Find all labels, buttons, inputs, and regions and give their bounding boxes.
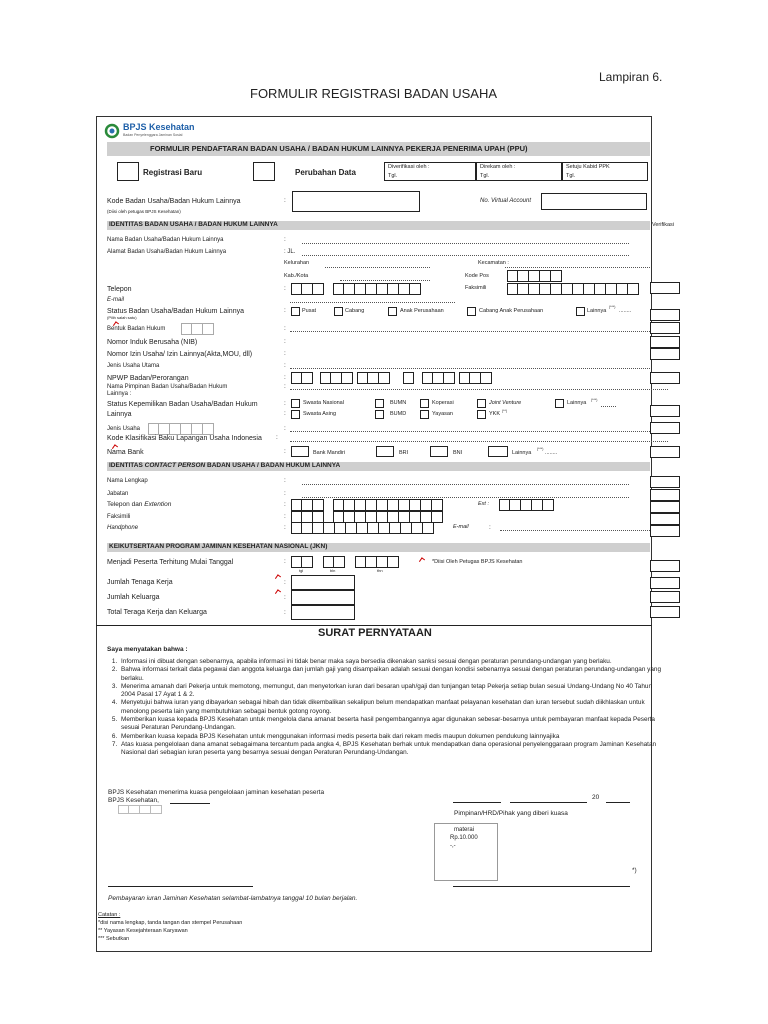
verifikasi-bentuk[interactable] <box>650 322 680 334</box>
own-joint-venture-checkbox[interactable] <box>477 399 486 408</box>
colon: : <box>276 434 278 441</box>
kabkota-input[interactable] <box>340 280 430 281</box>
kecamatan-input[interactable] <box>505 267 650 268</box>
npwp-cells-6[interactable] <box>459 372 492 384</box>
cp-jabatan-label: Jabatan <box>107 491 129 497</box>
bank-bri-label: BRI <box>399 450 409 456</box>
bentuk-label: Bentuk Badan Hukum <box>107 326 166 332</box>
bank-bni-label: BNI <box>453 450 463 456</box>
section-jkn <box>107 543 650 552</box>
verifikasi-cp-faksimili[interactable] <box>650 513 680 525</box>
colon: : <box>284 285 286 292</box>
colon: : <box>284 383 286 390</box>
footer-note: Pembayaran iuran Jaminan Kesehatan selambat-lambatnya tanggal 10 bulan berjalan. <box>108 895 358 902</box>
kode-badan-label: Kode Badan Usaha/Badan Hukum Lainnya <box>107 198 241 205</box>
verifikasi-bank[interactable] <box>650 446 680 458</box>
colon: : <box>284 609 286 616</box>
nama-badan-input[interactable] <box>302 243 629 244</box>
jkn-keluarga-label: Jumlah Keluarga <box>107 594 160 601</box>
pernyataan-intro: Saya menyatakan bahwa : <box>107 646 188 653</box>
jkn-bln-label: bln <box>330 568 336 573</box>
pimpinan-label: Nama Pimpinan Badan Usaha/Badan Hukum <box>107 384 228 390</box>
status-cabang-label: Cabang <box>345 308 365 314</box>
verifikasi-cp-telepon[interactable] <box>650 501 680 513</box>
telepon-area-cells[interactable] <box>291 283 324 295</box>
registrasi-baru-checkbox[interactable] <box>117 162 139 181</box>
own-ykk-mark: (**) <box>502 409 508 413</box>
kabkota-label: Kab./Kota <box>284 273 309 279</box>
colon: : <box>284 448 286 455</box>
verifikasi-jkn-total[interactable] <box>650 606 680 618</box>
status-cabang-anak-label: Cabang Anak Perusahaan <box>479 308 544 314</box>
own-lainnya-mark: (***) <box>591 398 598 402</box>
npwp-cells-3[interactable] <box>357 372 390 384</box>
colon: : <box>284 477 286 484</box>
registrasi-baru-label: Registrasi Baru <box>143 168 203 177</box>
own-bumn-label: BUMN <box>390 400 407 406</box>
verifikasi-cp-handphone[interactable] <box>650 525 680 537</box>
npwp-cells-4[interactable] <box>403 372 414 384</box>
verifikasi-kepemilikan[interactable] <box>650 405 680 417</box>
own-swasta-asing-checkbox[interactable] <box>291 410 300 419</box>
cp-faksimili-label: Faksimili <box>107 514 131 520</box>
bank-lainnya-dots: ........ <box>545 450 558 456</box>
colon: : <box>284 558 286 565</box>
own-lainnya-label: Lainnya <box>567 400 587 406</box>
cp-jabatan-input[interactable] <box>302 497 629 498</box>
jkn-tgl-label: tgl <box>299 568 304 573</box>
colon: : <box>284 410 286 417</box>
jkn-tgl-cells[interactable] <box>291 556 313 568</box>
jkn-tenaga-label: Jumlah Tenaga Kerja <box>107 579 173 586</box>
pimpinan-signature-line[interactable] <box>453 886 630 887</box>
pimpinan-lainnya-label: Lainnya : <box>107 391 132 397</box>
verifikasi-cp-nama[interactable] <box>650 476 680 488</box>
bank-lainnya-checkbox[interactable] <box>488 446 508 457</box>
kepemilikan-label: Status Kepemilikan Badan Usaha/Badan Hukum <box>107 401 258 408</box>
own-koperasi-label: Koperasi <box>432 400 454 406</box>
npwp-cells-1[interactable] <box>291 372 313 384</box>
own-lainnya-input[interactable] <box>601 406 616 407</box>
virtual-account-input[interactable] <box>541 193 647 210</box>
status-lainnya-dots: ........ <box>619 308 632 314</box>
colon: : <box>284 579 286 586</box>
jkn-thn-label: thn <box>377 568 383 573</box>
verifikasi-npwp[interactable] <box>650 372 680 384</box>
nama-badan-label: Nama Badan Usaha/Badan Hukum Lainnya <box>107 237 224 243</box>
lampiran-label: Lampiran 6. <box>599 70 663 84</box>
catatan-note-1: *disi nama lengkap, tanda tangan dan stempel Perusahaan <box>98 920 243 926</box>
status-lainnya-mark: (***) <box>609 305 616 309</box>
own-yayasan-checkbox[interactable] <box>420 410 429 419</box>
own-bumd-checkbox[interactable] <box>375 410 384 419</box>
status-label: Status Badan Usaha/Badan Hukum Lainnya <box>107 308 244 315</box>
own-bumn-checkbox[interactable] <box>375 399 384 408</box>
jenis-usaha-cells[interactable] <box>148 423 214 435</box>
own-swasta-nasional-checkbox[interactable] <box>291 399 300 408</box>
cp-email-input[interactable] <box>500 530 650 531</box>
jkn-tenaga-input[interactable] <box>291 575 355 590</box>
colon: : <box>284 236 286 243</box>
cp-telepon-ext-text: Extention <box>144 501 172 508</box>
diverifikasi-label: Diverifikasi oleh : <box>388 164 430 170</box>
cp-telepon-text: Telepon dan <box>107 501 143 508</box>
pernyataan-item: 5. Memberikan kuasa kepada BPJS Kesehatan untuk mengelola dana amanat beserta hasil pengembangannya agar digunakan sebesar-besarnya untuk pembayaran manfaat kepada Peserta sesuai Peraturan Perundang-Undangan. <box>119 716 664 733</box>
status-lainnya-checkbox[interactable] <box>576 307 585 316</box>
faksimili-label: Faksimili <box>465 285 487 291</box>
kuasa-signature-line[interactable] <box>170 803 210 804</box>
jkn-bln-cells[interactable] <box>323 556 345 568</box>
materai-label: materai <box>454 827 475 833</box>
colon: : <box>284 350 286 357</box>
kelurahan-label: Kelurahan <box>284 260 310 266</box>
pernyataan-item: 3. Menerima amanah dari Pekerja untuk memotong, memungut, dan menyetorkan iuran dari besaran upah/gaji dan tunjangan tetap Pekerja setiap bulan sesuai Undang-Undang No 40 Tahun 2004 Pasal 17 Ayat 1 & 2. <box>119 683 664 700</box>
status-pusat-checkbox[interactable] <box>291 307 300 316</box>
faksimili-cells[interactable] <box>507 283 639 295</box>
verifikasi-nib[interactable] <box>650 336 680 348</box>
own-lainnya-checkbox[interactable] <box>555 399 564 408</box>
pernyataan-item: 1. Informasi ini dibuat dengan sebenarnya, apabila informasi ini tidak benar maka saya bersedia dikenakan sanksi sesuai dengan peraturan perundang-undangan yang berlaku. <box>119 658 664 666</box>
bank-lainnya-label: Lainnya <box>512 450 532 456</box>
status-pusat-label: Pusat <box>302 308 317 314</box>
year-label: 20 <box>592 794 600 801</box>
signature-star: *) <box>632 867 637 874</box>
nib-label: Nomor Induk Berusaha (NIB) <box>107 339 198 346</box>
kbli-label: Kode Klasifikasi Baku Lapangan Usaha Indonesia <box>107 435 262 442</box>
logo-tagline: Badan Penyelenggara Jaminan Sosial <box>123 133 183 137</box>
own-joint-venture-label: Joint Venture <box>489 400 522 406</box>
colon: : <box>284 362 286 369</box>
jkn-keluarga-input[interactable] <box>291 590 355 605</box>
verifikasi-telepon[interactable] <box>650 282 680 294</box>
bank-label: Nama Bank <box>107 449 144 456</box>
form-banner-text: FORMULIR PENDAFTARAN BADAN USAHA / BADAN HUKUM LAINNYA PEKERJA PENERIMA UPAH (PPU) <box>150 144 528 153</box>
own-swasta-asing-label: Swasta Asing <box>303 411 337 417</box>
direkam-label: Direkam oleh : <box>480 164 516 170</box>
jkn-total-input[interactable] <box>291 605 355 620</box>
divider <box>96 625 652 626</box>
jenis-label: Jenis Usaha Utama <box>107 363 160 369</box>
own-bumd-label: BUMD <box>390 411 407 417</box>
logo-brand: BPJS Kesehatan <box>123 122 195 132</box>
colon: : <box>284 325 286 332</box>
status-cabang-checkbox[interactable] <box>334 307 343 316</box>
page-title: FORMULIR REGISTRASI BADAN USAHA <box>250 86 498 101</box>
catatan-label: Catatan : <box>98 912 121 918</box>
cp-ext-label: Ext : <box>478 501 490 507</box>
cp-handphone-label: Handphone <box>107 525 139 531</box>
perubahan-data-checkbox[interactable] <box>253 162 275 181</box>
pernyataan-item: 2. Bahwa informasi terkait data pegawai dan anggota keluarga dan jumlah gaji yang disampaikan adalah sesuai dengan kondisi sebenarnya sesuai dengan peraturan perundang-undangan yang berlaku. <box>119 666 664 683</box>
pernyataan-item: 4. Menyetujui bahwa iuran yang dibayarkan sebagai hibah dan tidak dikembalikan sekalipun belum mendapatkan manfaat pelayanan kesehatan dan iuran tersebut sudah diikhlaskan untuk menolong peserta lain yang membutuhkan sebagai bentuk gotong royong. <box>119 699 664 716</box>
cp-telepon-label <box>107 502 171 509</box>
colon: : <box>489 524 491 531</box>
virtual-account-label: No. Virtual Account <box>480 198 532 204</box>
date-line[interactable] <box>510 802 587 803</box>
materai-dash: -,- <box>450 843 456 849</box>
pimpinan-sign-label: Pimpinan/HRD/Pihak yang diberi kuasa <box>454 810 568 817</box>
colon: : <box>284 400 286 407</box>
telepon-number-cells[interactable] <box>333 283 421 295</box>
kode-badan-input[interactable] <box>292 191 420 212</box>
bpjs-signature-line[interactable] <box>108 886 253 887</box>
setuju-tgl: Tgl. <box>566 173 576 179</box>
colon: : <box>284 425 286 432</box>
own-swasta-nasional-label: Swasta Nasional <box>303 400 344 406</box>
pernyataan-item: 6. Memberikan kuasa kepada BPJS Kesehatan untuk menggunakan informasi medis peserta baik dari rekam medis maupun dokumen pendukung lainnyajika <box>119 733 664 741</box>
pimpinan-input[interactable] <box>290 389 668 390</box>
diverifikasi-tgl: Tgl. <box>388 173 398 179</box>
email-input[interactable] <box>290 302 455 303</box>
verifikasi-jkn-mulai[interactable] <box>650 560 680 572</box>
kodepos-cells[interactable] <box>507 270 562 282</box>
cp-telepon-area-cells[interactable] <box>291 499 324 511</box>
status-anak-checkbox[interactable] <box>388 307 397 316</box>
npwp-label: NPWP Badan/Perorangan <box>107 375 189 382</box>
section-contact-title <box>109 463 340 470</box>
colon: : <box>284 338 286 345</box>
colon: : <box>284 374 286 381</box>
form-banner <box>107 142 650 156</box>
section-contact-c: BADAN USAHA / BADAN HUKUM LAINNYA <box>205 462 341 469</box>
status-note: (Pilih salah satu) <box>107 315 137 320</box>
verifikasi-jkn-tenaga[interactable] <box>650 577 680 589</box>
section-contact <box>107 462 650 471</box>
telepon-label: Telepon <box>107 286 132 293</box>
bank-mandiri-label: Bank Mandiri <box>313 450 346 456</box>
bpjs-logo <box>103 121 203 141</box>
bank-bni-checkbox[interactable] <box>430 446 448 457</box>
status-anak-label: Anak Perusahaan <box>400 308 444 314</box>
colon: : <box>284 524 286 531</box>
bpjs-logo-icon <box>103 123 121 139</box>
perubahan-data-label: Perubahan Data <box>295 168 356 177</box>
jkn-note: *Diisi Oleh Petugas BPJS Kesehatan <box>432 559 523 565</box>
own-yayasan-label: Yayasan <box>432 411 453 417</box>
section-jkn-title: KEIKUTSERTAAN PROGRAM JAMINAN KESEHATAN NASIONAL (JKN) <box>109 543 328 550</box>
year-line[interactable] <box>606 802 630 803</box>
verifikasi-status[interactable] <box>650 309 680 321</box>
catatan-note-3: *** Sebutkan <box>98 936 130 942</box>
jenis-input[interactable] <box>290 368 650 369</box>
status-cabang-anak-checkbox[interactable] <box>467 307 476 316</box>
kecamatan-label: Kecamatan : <box>478 260 509 266</box>
bank-bri-checkbox[interactable] <box>376 446 394 457</box>
colon: : <box>284 197 286 204</box>
npwp-cells-2[interactable] <box>320 372 353 384</box>
section-identitas <box>107 221 650 230</box>
kbli-input[interactable] <box>290 441 668 442</box>
pernyataan-item: 7. Atas kuasa pengelolaan dana amanat sebagaimana tercantum pada angka 4, BPJS Kesehatan berhak untuk mendapatkan dana operasional penyelenggaraan program Jaminan Kesehatan Nasional dari sebagian iuran peserta yang besarnya sesuai dengan Peraturan Perundang-Undangan. <box>119 741 664 758</box>
izin-label: Nomor Izin Usaha/ Izin Lainnya(Akta,MOU, dll) <box>107 351 253 358</box>
colon: : <box>284 490 286 497</box>
verifikasi-izin[interactable] <box>650 348 680 360</box>
verifikasi-jenis-usaha[interactable] <box>650 422 680 434</box>
direkam-tgl: Tgl. <box>480 173 490 179</box>
jkn-total-label: Total Teraga Kerja dan Keluarga <box>107 609 207 616</box>
kodepos-label: Kode Pos <box>465 273 489 279</box>
bank-lainnya-mark: (***) <box>537 447 544 451</box>
cp-nama-input[interactable] <box>302 484 629 485</box>
verifikasi-label: Verifikasi <box>652 222 675 228</box>
catatan-note-2: ** Yayasan Kesejahteraan Karyawan <box>98 928 188 934</box>
cp-handphone-cells[interactable] <box>291 522 434 534</box>
jl-label: : JL. <box>284 249 296 255</box>
pernyataan-list <box>107 658 664 758</box>
section-identitas-title: IDENTITAS BADAN USAHA / BADAN HUKUM LAINNYA <box>109 221 278 228</box>
email-label: E-mail <box>107 297 125 303</box>
colon: : <box>284 307 286 314</box>
materai-value: Rp.10.000 <box>450 835 478 841</box>
cp-nama-label: Nama Lengkap <box>107 478 148 484</box>
own-ykk-checkbox[interactable] <box>477 410 486 419</box>
section-contact-b: CONTACT PERSON <box>144 462 206 469</box>
place-line[interactable] <box>453 802 501 803</box>
cp-email-label: E-mail <box>453 524 469 530</box>
bank-mandiri-checkbox[interactable] <box>291 446 309 457</box>
bentuk-cells[interactable] <box>181 323 214 335</box>
kelurahan-input[interactable] <box>325 267 430 268</box>
colon: : <box>284 501 286 508</box>
kepemilikan-lainnya-label: Lainnya <box>107 411 132 418</box>
jkn-thn-cells[interactable] <box>355 556 399 568</box>
npwp-cells-5[interactable] <box>422 372 455 384</box>
section-contact-a: IDENTITAS <box>109 462 143 469</box>
jkn-mulai-label: Menjadi Peserta Terhitung Mulai Tanggal <box>107 559 234 566</box>
colon: : <box>284 513 286 520</box>
pernyataan-title: SURAT PERNYATAAN <box>318 627 432 639</box>
verifikasi-jkn-keluarga[interactable] <box>650 591 680 603</box>
kode-badan-note: (Diisi oleh petugas BPJS Kesehatan) <box>107 209 181 214</box>
bentuk-input[interactable] <box>290 331 650 332</box>
jenis-usaha-label: Jenis Usaha <box>107 426 141 432</box>
own-koperasi-checkbox[interactable] <box>420 399 429 408</box>
alamat-label: Alamat Badan Usaha/Badan Hukum Lainnya <box>107 249 227 255</box>
jenis-usaha-input[interactable] <box>290 431 650 432</box>
cp-ext-cells[interactable] <box>499 499 554 511</box>
status-lainnya-label: Lainnya <box>587 308 607 314</box>
own-ykk-label: YKK <box>489 411 501 417</box>
alamat-input[interactable] <box>302 255 629 256</box>
kuasa-line-1: BPJS Kesehatan menerima kuasa pengelolaan jaminan kesehatan peserta <box>108 789 325 796</box>
colon: : <box>284 594 286 601</box>
kuasa-line-2: BPJS Kesehatan, <box>108 797 159 804</box>
setuju-label: Setuju Kabid PPK <box>566 164 610 170</box>
kuasa-cells <box>118 805 162 814</box>
cp-telepon-number-cells[interactable] <box>333 499 443 511</box>
verifikasi-cp-jabatan[interactable] <box>650 489 680 501</box>
